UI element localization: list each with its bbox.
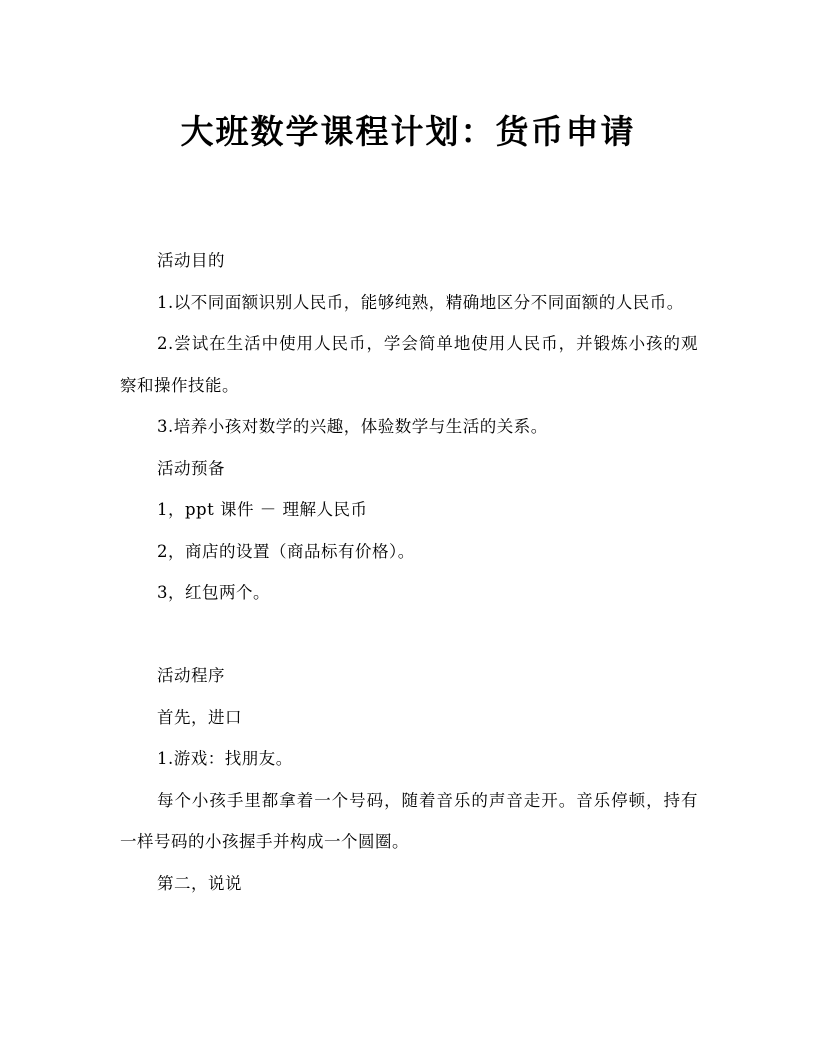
- procedure-game-description: 每个小孩手里都拿着一个号码，随着音乐的声音走开。音乐停顿，持有一样号码的小孩握手并构成一个圆圈。: [120, 790, 698, 851]
- blank-line: [120, 614, 698, 656]
- preparation-item-2: 2，商店的设置（商品标有价格）。: [157, 541, 415, 561]
- procedure-step-first: 首先，进口: [157, 707, 242, 727]
- section-heading-objectives: 活动目的: [157, 251, 225, 270]
- document-body: [120, 240, 698, 904]
- objective-item-1: 1.以不同面额识别人民币，能够纯熟，精确地区分不同面额的人民币。: [157, 292, 684, 312]
- section-heading-procedure: 活动程序: [157, 666, 225, 685]
- procedure-item-game: 1.游戏：找朋友。: [157, 749, 293, 768]
- preparation-item-3: 3，红包两个。: [157, 583, 270, 602]
- objective-item-2: 2.尝试在生活中使用人民币，学会简单地使用人民币，并锻炼小孩的观察和操作技能。: [120, 334, 698, 395]
- objective-item-3: 3.培养小孩对数学的兴趣，体验数学与生活的关系。: [157, 417, 548, 436]
- procedure-step-second: 第二，说说: [157, 873, 242, 893]
- preparation-item-1: 1，ppt 课件 － 理解人民币: [157, 500, 368, 519]
- section-heading-preparation: 活动预备: [157, 458, 225, 478]
- document-title: 大班数学课程计划：货币申请: [180, 112, 636, 151]
